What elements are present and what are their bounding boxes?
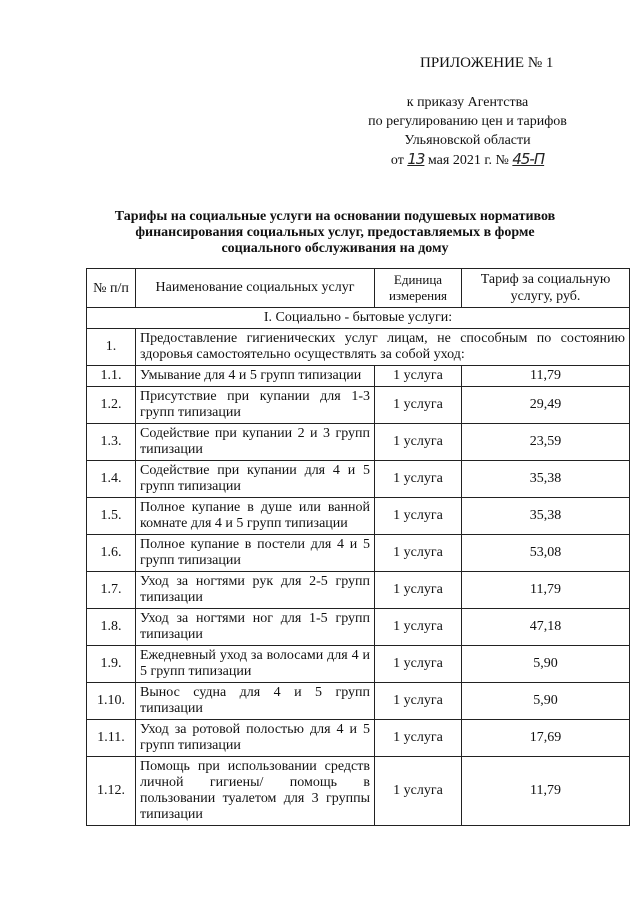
- row-tariff: 29,49: [462, 387, 630, 424]
- row-num: 1.10.: [87, 683, 136, 720]
- row-tariff: 53,08: [462, 535, 630, 572]
- table-row: [87, 461, 630, 498]
- row-num: 1.4.: [87, 461, 136, 498]
- row-unit: 1 услуга: [375, 535, 462, 572]
- section-row: [87, 308, 630, 329]
- header-name: Наименование социальных услуг: [136, 269, 375, 308]
- section-title: I. Социально - бытовые услуги:: [87, 308, 630, 329]
- row-tariff: 11,79: [462, 366, 630, 387]
- table-row: [87, 757, 630, 826]
- row-name: Умывание для 4 и 5 групп типизации: [136, 366, 375, 387]
- row-num: 1.11.: [87, 720, 136, 757]
- order-number: 45-П: [512, 150, 545, 168]
- document-title: [80, 209, 590, 257]
- row-num: 1.8.: [87, 609, 136, 646]
- table-row: [87, 683, 630, 720]
- row-num: 1.12.: [87, 757, 136, 826]
- table-row: [87, 535, 630, 572]
- row-unit: 1 услуга: [375, 498, 462, 535]
- row-tariff: 5,90: [462, 646, 630, 683]
- title-line-3: социального обслуживания на дому: [221, 241, 449, 256]
- row-tariff: 5,90: [462, 683, 630, 720]
- row-tariff: 11,79: [462, 572, 630, 609]
- row-name: Помощь при использовании средств личной гигиены/ помощь в пользовании туалетом для 3 группы типизации: [136, 757, 375, 826]
- order-date-prefix: от: [390, 153, 404, 168]
- row-num: 1.2.: [87, 387, 136, 424]
- group-text: Предоставление гигиенических услуг лицам, не способным по состоянию здоровья самостоятельно осуществлять за собой уход:: [136, 329, 630, 366]
- row-unit: 1 услуга: [375, 720, 462, 757]
- row-name: Вынос судна для 4 и 5 групп типизации: [136, 683, 375, 720]
- row-tariff: 23,59: [462, 424, 630, 461]
- row-num: 1.5.: [87, 498, 136, 535]
- row-unit: 1 услуга: [375, 366, 462, 387]
- table-row: [87, 609, 630, 646]
- order-date-day: 13: [407, 150, 425, 168]
- order-line-1: к приказу Агентства: [406, 95, 529, 110]
- row-unit: 1 услуга: [375, 572, 462, 609]
- order-date-line: [340, 150, 595, 170]
- row-tariff: 47,18: [462, 609, 630, 646]
- header-tariff: Тариф за социальную услугу, руб.: [462, 269, 630, 308]
- header-num: № п/п: [87, 269, 136, 308]
- row-tariff: 11,79: [462, 757, 630, 826]
- row-tariff: 35,38: [462, 461, 630, 498]
- title-line-1: Тарифы на социальные услуги на основании подушевых нормативов: [114, 209, 556, 224]
- row-tariff: 35,38: [462, 498, 630, 535]
- table-row: [87, 366, 630, 387]
- header-unit: Единица измерения: [375, 269, 462, 308]
- tariff-table: [86, 268, 630, 826]
- row-name: Уход за ротовой полостью для 4 и 5 групп типизации: [136, 720, 375, 757]
- order-line-2: по регулированию цен и тарифов: [368, 114, 567, 129]
- table-row: [87, 498, 630, 535]
- order-date-rest: мая 2021 г. №: [427, 153, 509, 168]
- row-name: Полное купание в душе или ванной комнате для 4 и 5 групп типизации: [136, 498, 375, 535]
- row-unit: 1 услуга: [375, 757, 462, 826]
- row-name: Содействие при купании для 4 и 5 групп типизации: [136, 461, 375, 498]
- order-reference: [340, 93, 595, 170]
- table-header-row: [87, 269, 630, 308]
- table-row: [87, 646, 630, 683]
- appendix-label: ПРИЛОЖЕНИЕ № 1: [420, 55, 554, 71]
- table-row: [87, 387, 630, 424]
- table-row: [87, 572, 630, 609]
- row-name: Ежедневный уход за волосами для 4 и 5 групп типизации: [136, 646, 375, 683]
- row-name: Содействие при купании 2 и 3 групп типизации: [136, 424, 375, 461]
- table-row: [87, 720, 630, 757]
- row-num: 1.1.: [87, 366, 136, 387]
- row-tariff: 17,69: [462, 720, 630, 757]
- row-unit: 1 услуга: [375, 424, 462, 461]
- table-row: [87, 424, 630, 461]
- row-unit: 1 услуга: [375, 683, 462, 720]
- group-row: [87, 329, 630, 366]
- row-num: 1.3.: [87, 424, 136, 461]
- row-unit: 1 услуга: [375, 387, 462, 424]
- row-name: Полное купание в постели для 4 и 5 групп типизации: [136, 535, 375, 572]
- row-num: 1.6.: [87, 535, 136, 572]
- row-unit: 1 услуга: [375, 609, 462, 646]
- row-name: Уход за ногтями ног для 1-5 групп типизации: [136, 609, 375, 646]
- order-line-3: Ульяновской области: [404, 133, 531, 148]
- title-line-2: финансирования социальных услуг, предоставляемых в форме: [135, 225, 535, 240]
- row-name: Уход за ногтями рук для 2-5 групп типизации: [136, 572, 375, 609]
- row-num: 1.7.: [87, 572, 136, 609]
- row-num: 1.9.: [87, 646, 136, 683]
- group-num: 1.: [87, 329, 136, 366]
- row-name: Присутствие при купании для 1-3 групп типизации: [136, 387, 375, 424]
- row-unit: 1 услуга: [375, 461, 462, 498]
- row-unit: 1 услуга: [375, 646, 462, 683]
